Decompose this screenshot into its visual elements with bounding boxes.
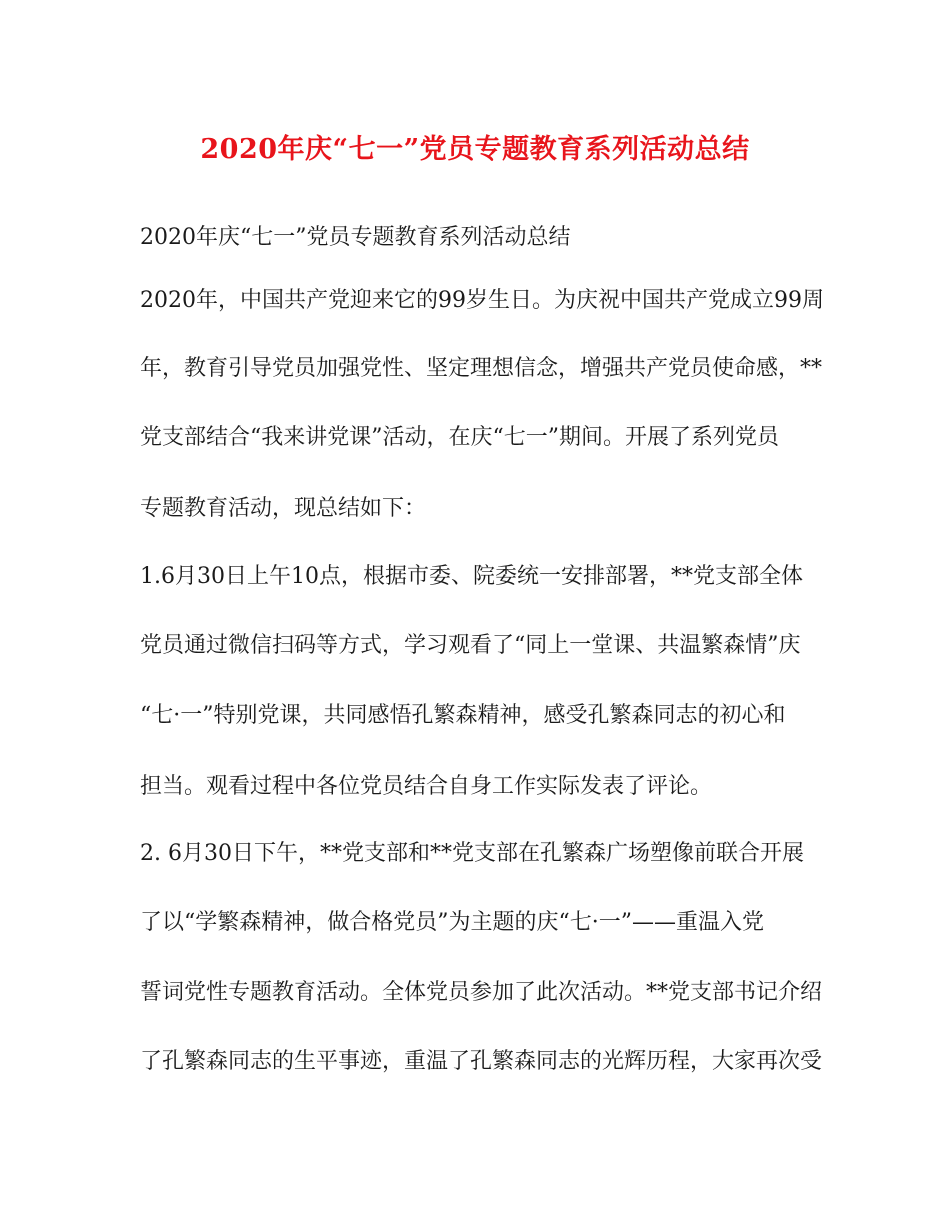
body-line: 专题教育活动，现总结如下： xyxy=(140,496,427,521)
document-title: 2020年庆“七一”党员专题教育系列活动总结 xyxy=(200,134,750,165)
body-line: 2020年庆“七一”党员专题教育系列活动总结 xyxy=(140,225,571,250)
body-line: 党支部结合“我来讲党课”活动，在庆“七一”期间。开展了系列党员 xyxy=(140,425,779,450)
body-line: 誓词党性专题教育活动。全体党员参加了此次活动。**党支部书记介绍 xyxy=(140,980,823,1005)
body-line: 担当。观看过程中各位党员结合自身工作实际发表了评论。 xyxy=(140,774,713,799)
body-line: 党员通过微信扫码等方式，学习观看了“同上一堂课、共温繁森情”庆 xyxy=(140,633,801,658)
body-line: 2. 6月30日下午，**党支部和**党支部在孔繁森广场塑像前联合开展 xyxy=(140,841,804,866)
body-line: 了以“学繁森精神，做合格党员”为主题的庆“七·一”——重温入党 xyxy=(140,910,764,935)
body-line: 1.6月30日上午10点，根据市委、院委统一安排部署，**党支部全体 xyxy=(140,564,803,589)
body-line: 2020年，中国共产党迎来它的99岁生日。为庆祝中国共产党成立99周 xyxy=(140,288,824,313)
body-line: 了孔繁森同志的生平事迹，重温了孔繁森同志的光辉历程，大家再次受 xyxy=(140,1049,823,1074)
body-line: 年，教育引导党员加强党性、坚定理想信念，增强共产党员使命感，** xyxy=(140,356,823,381)
body-line: “七·一”特别党课，共同感悟孔繁森精神，感受孔繁森同志的初心和 xyxy=(140,703,786,728)
